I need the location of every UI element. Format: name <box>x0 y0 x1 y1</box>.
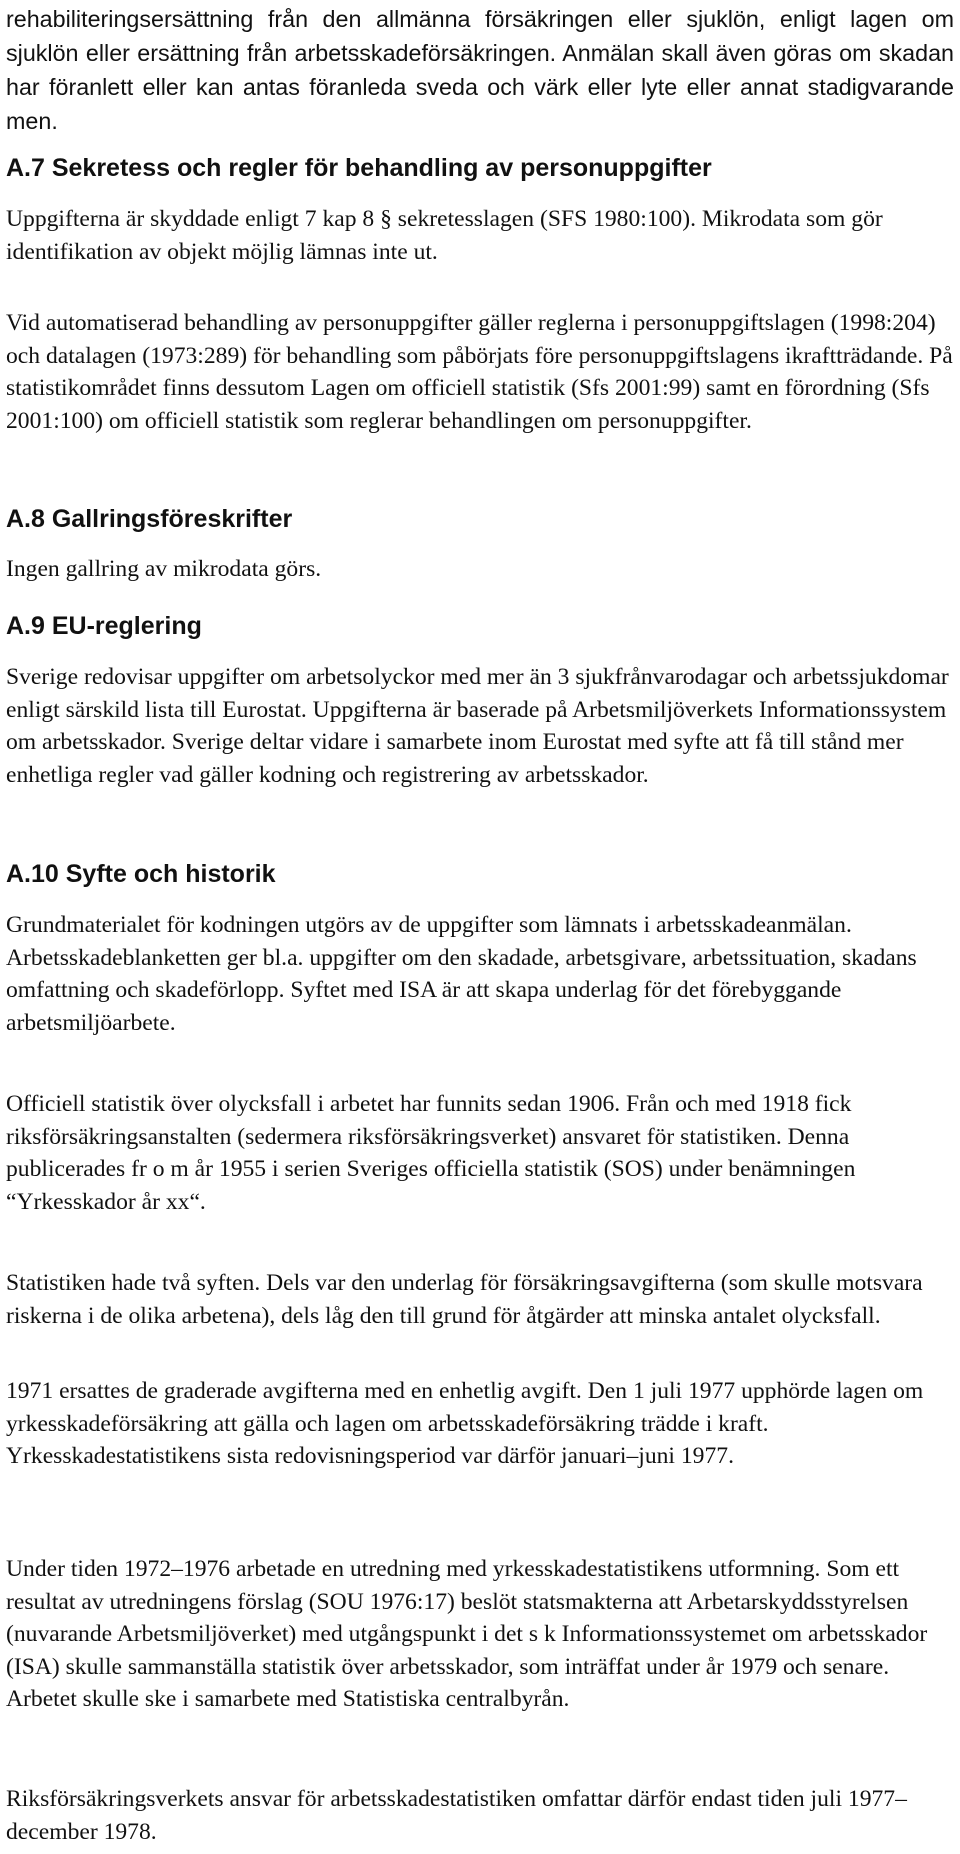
paragraph-a10-2: Officiell statistik över olycksfall i arbetet har funnits sedan 1906. Från och med 1918 fick riksförsäkringsanstalten (sedermera riksförsäkringsverket) ansvaret för statistiken. Denna publicerades fr o m år 1955 i serien Sveriges officiella statistik (SOS) under benämningen “Yrkesskador år xx“. <box>6 1091 856 1215</box>
paragraph-a7-2: Vid automatiserad behandling av personuppgifter gäller reglerna i personuppgiftslagen (1998:204) och datalagen (1973:289) för behandling som påbörjats före personuppgiftslagens ikraftträdande. På statistikområdet finns dessutom Lagen om officiell statistik (Sfs 2001:99) samt en förordning (Sfs 2001:100) om officiell statistik som reglerar behandlingen om personuppgifter. <box>6 310 953 434</box>
paragraph-a9-1: Sverige redovisar uppgifter om arbetsolyckor med mer än 3 sjukfrånvarodagar och arbetssjukdomar enligt särskild lista till Eurostat. Uppgifterna är baserade på Arbetsmiljöverkets Informationssystem om arbetsskador. Sverige deltar vidare i samarbete inom Eurostat med syfte att få till stånd mer enhetliga regler vad gäller kodning och registrering av arbetsskador. <box>6 664 949 788</box>
paragraph-a10-4: 1971 ersattes de graderade avgifterna med en enhetlig avgift. Den 1 juli 1977 upphörde lagen om yrkesskadeförsäkring att gälla och lagen om arbetsskadeförsäkring trädde i kraft. Yrkesskadestatistikens sista redovisningsperiod var därför januari–juni 1977. <box>6 1378 924 1469</box>
paragraph-a10-1: Grundmaterialet för kodningen utgörs av de uppgifter som lämnats i arbetsskadeanmälan. Arbetsskadeblanketten ger bl.a. uppgifter om den skadade, arbetsgivare, arbetssituation, skadans omfattning och skadeförlopp. Syftet med ISA är att skapa underlag för det förebyggande arbetsmiljöarbete. <box>6 912 917 1036</box>
section-heading-a10: A.10 Syfte och historik <box>6 860 276 888</box>
paragraph-a8-1: Ingen gallring av mikrodata görs. <box>6 556 322 582</box>
paragraph-a10-3: Statistiken hade två syften. Dels var den underlag för försäkringsavgifterna (som skulle motsvara riskerna i de olika arbetena), dels låg den till grund för åtgärder att minska antalet olycksfall. <box>6 1270 923 1329</box>
section-heading-a9: A.9 EU-reglering <box>6 612 202 640</box>
section-heading-a8: A.8 Gallringsföreskrifter <box>6 505 293 533</box>
paragraph-a7-1: Uppgifterna är skyddade enligt 7 kap 8 § sekretesslagen (SFS 1980:100). Mikrodata som gör identifikation av objekt möjlig lämnas inte ut. <box>6 206 883 265</box>
paragraph-a10-6: Riksförsäkringsverkets ansvar för arbetsskadestatistiken omfattar därför endast tiden juli 1977–december 1978. <box>6 1786 907 1845</box>
paragraph-a10-5: Under tiden 1972–1976 arbetade en utredning med yrkesskadestatistikens utformning. Som ett resultat av utredningens förslag (SOU 1976:17) beslöt statsmakterna att Arbetarskyddsstyrelsen (nuvarande Arbetsmiljöverket) med utgångspunkt i det s k Informationssystemet om arbetsskador (ISA) skulle sammanställa statistik över arbetsskador, som inträffat under år 1979 och senare. Arbetet skulle ske i samarbete med Statistiska centralbyrån. <box>6 1556 928 1712</box>
section-heading-a7: A.7 Sekretess och regler för behandling av personuppgifter <box>6 154 712 182</box>
intro-paragraph: rehabiliteringsersättning från den allmänna försäkringen eller sjuklön, enligt lagen om sjuklön eller ersättning från arbetsskadeförsäkringen. Anmälan skall även göras om skadan har föranlett eller kan antas föranleda sveda och värk eller lyte eller annat stadigvarande men. <box>6 6 954 134</box>
